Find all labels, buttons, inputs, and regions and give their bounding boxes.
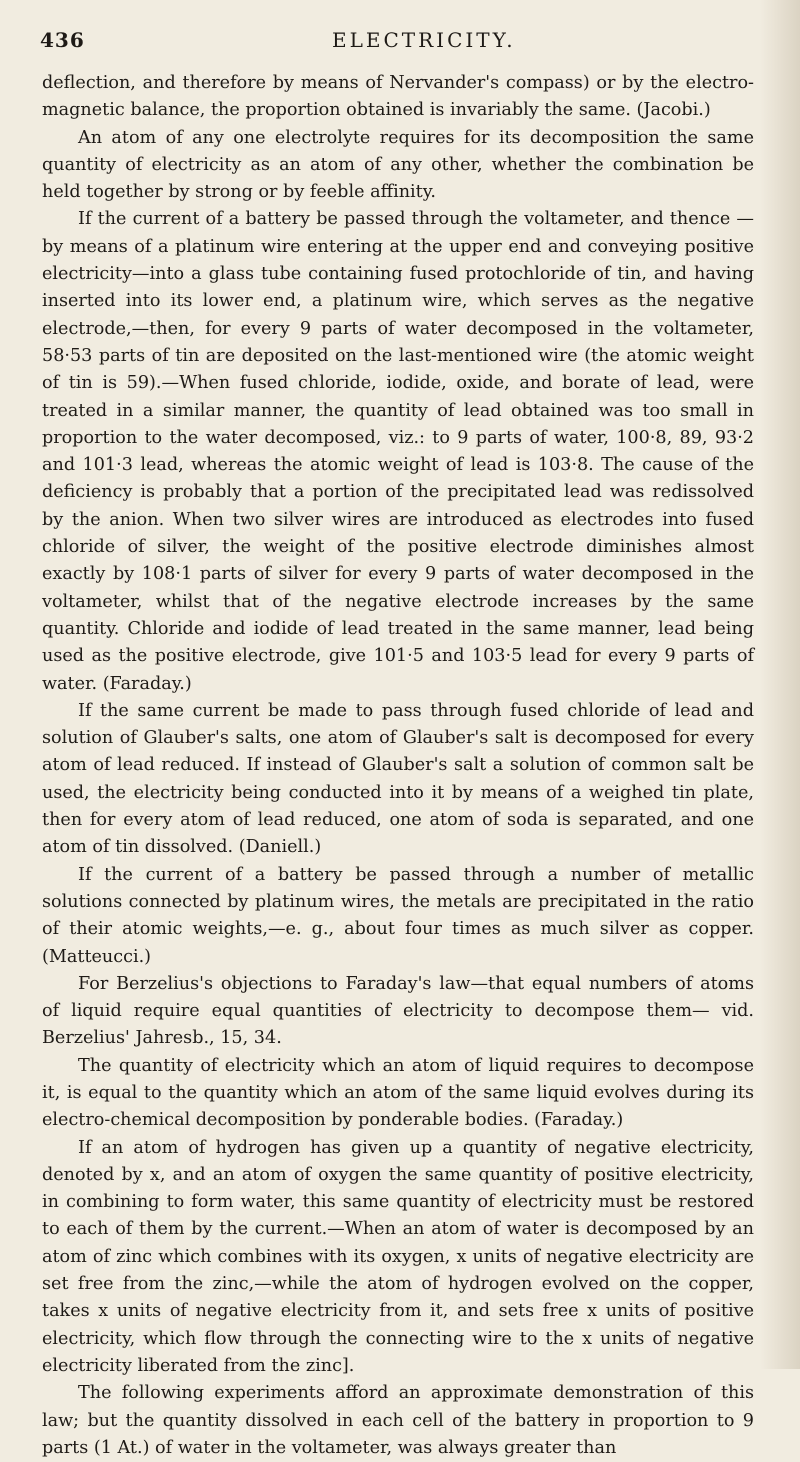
body-text [42, 70, 754, 1462]
paragraph-2: An atom of any one electrolyte requires for its decomposition the same quantity of electricity as an atom of any other, whether the combination be held together by strong or by feeble affinity. [42, 127, 754, 203]
running-head: ELECTRICITY. [332, 28, 516, 52]
page-header [40, 28, 760, 58]
paragraph-7: The quantity of electricity which an atom of liquid requires to decompose it, is equal to the quantity which an atom of the same liquid evolves during its electro-chemical decomposition by ponderable bodies. (Faraday.) [42, 1055, 754, 1131]
paragraph-6: For Berzelius's objections to Faraday's law—that equal numbers of atoms of liquid require equal quantities of electricity to decompose them— vid. Berzelius' Jahresb., 15, 34. [42, 973, 754, 1049]
paragraph-9: The following experiments afford an approximate demonstration of this law; but the quantity dissolved in each cell of the battery in proportion to 9 parts (1 At.) of water in the voltameter, was always greater than [42, 1383, 754, 1458]
paragraph-4: If the same current be made to pass through fused chloride of lead and solution of Glauber's salts, one atom of Glauber's salt is decomposed for every atom of lead reduced. If instead of Glauber's salt a solution of common salt be used, the electricity being conducted into it by means of a weighed tin plate, then for every atom of lead reduced, one atom of soda is separated, and one atom of tin dissolved. (Daniell.) [42, 700, 754, 858]
paragraph-3: If the current of a battery be passed through the voltameter, and thence —by means of a platinum wire entering at the upper end and conveying positive electricity—into a glass tube containing fused protochloride of tin, and having inserted into its lower end, a platinum wire, which serves as the negative electrode,—then, for every 9 parts of water decomposed in the voltameter, 58·53 parts of tin are deposited on the last-mentioned wire (the atomic weight of tin is 59).—When fused chloride, iodide, oxide, and borate of lead, were treated in a similar manner, the quantity of lead obtained was too small in proportion to the water decomposed, viz.: to 9 parts of water, 100·8, 89, 93·2 and 101·3 lead, whereas the atomic weight of lead is 103·8. The cause of the deficiency is probably that a portion of the precipitated lead was redissolved by the anion. When two silver wires are introduced as electrodes into fused chloride of silver, the weight of the positive electrode diminishes almost exactly by 108·1 parts of silver for every 9 parts of water decomposed in the voltameter, whilst that of the negative electrode increases by the same quantity. Chloride and iodide of lead treated in the same manner, lead being used as the positive electrode, give 101·5 and 103·5 lead for every 9 parts of water. (Faraday.) [42, 209, 754, 694]
paragraph-1: deflection, and therefore by means of Nervander's compass) or by the electro-magnetic balance, the proportion obtained is invariably the same. (Jacobi.) [42, 73, 754, 121]
page-edge-shadow [760, 0, 800, 1369]
paragraph-5: If the current of a battery be passed through a number of metallic solutions connected by platinum wires, the metals are precipitated in the ratio of their atomic weights,—e. g., about four times as much silver as copper. (Matteucci.) [42, 864, 754, 967]
page-number: 436 [40, 28, 85, 52]
paragraph-8: If an atom of hydrogen has given up a quantity of negative electricity, denoted by x, and an atom of oxygen the same quantity of positive electricity, in combining to form water, this same quantity of electricity must be restored to each of them by the current.—When an atom of water is decomposed by an atom of zinc which combines with its oxygen, x units of negative electricity are set free from the zinc,—while the atom of hydrogen evolved on the copper, takes x units of negative electricity from it, and sets free x units of positive electricity, which flow through the connecting wire to the x units of negative electricity liberated from the zinc]. [42, 1137, 754, 1376]
